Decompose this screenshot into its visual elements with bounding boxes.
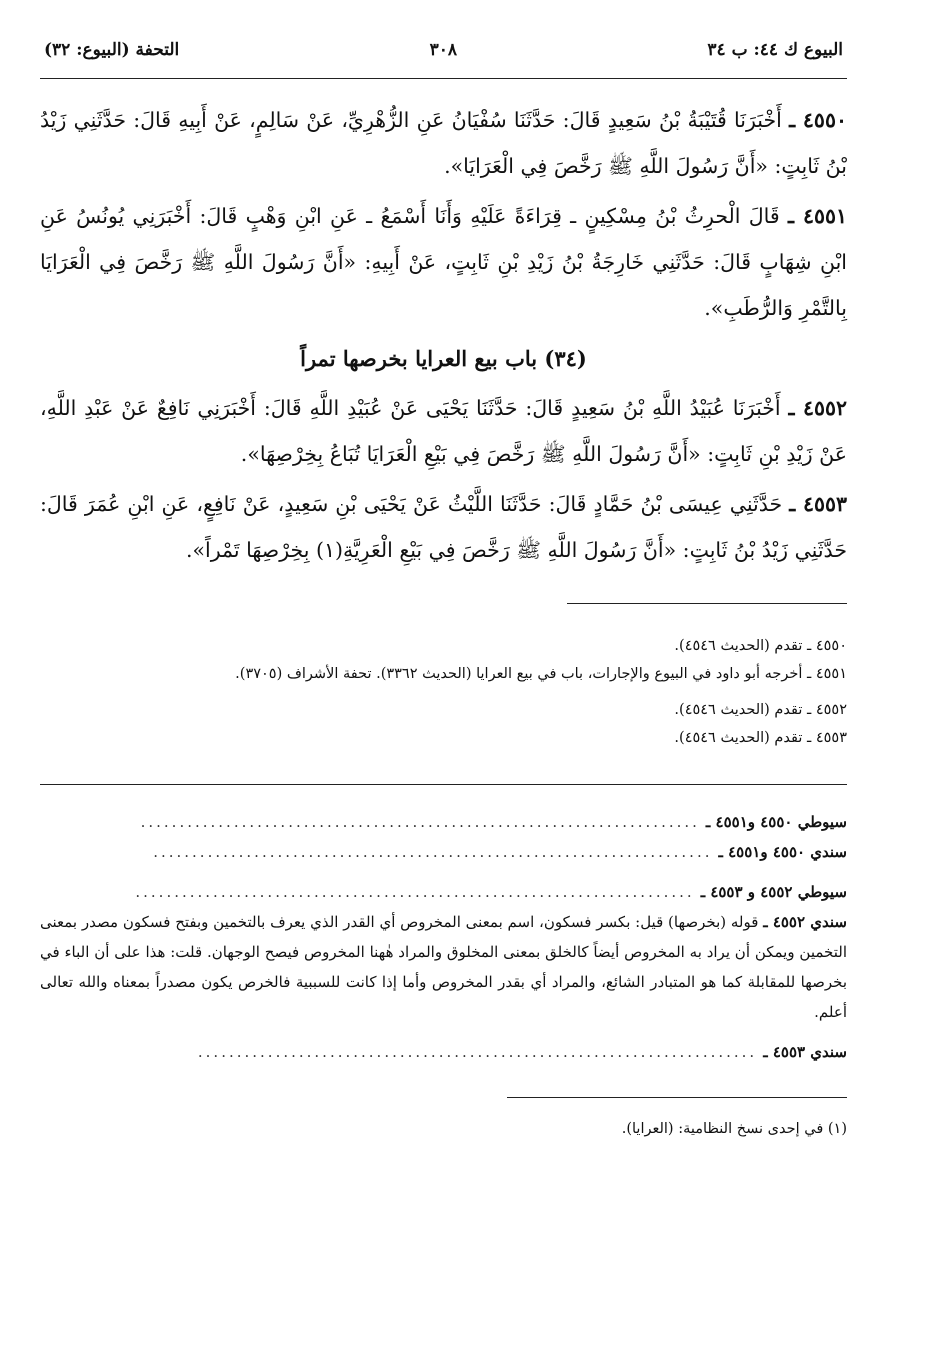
hadith-number: ٤٥٥١ ـ (788, 204, 847, 228)
chapter-title: (٣٤) باب بيع العرايا بخرصها تمراً (300, 346, 587, 371)
takhrij-item (40, 696, 847, 724)
dot-leader: ........................................................................ (197, 1043, 758, 1061)
commentary-section (40, 807, 847, 1067)
takhrij-item (40, 660, 847, 688)
header-divider (40, 78, 847, 79)
takhrij-text: أخرجه أبو داود في البيوع والإجارات، باب في بيع العرايا (الحديث ٣٣٦٢). تحفة الأشراف (٣٧٠٥). (235, 666, 803, 682)
commentary-suyuti-4552 (40, 877, 847, 907)
tuhfa-reference: التحفة (البيوع: ٣٢) (44, 40, 180, 60)
commentary-sindi-4550 (40, 837, 847, 867)
commentary-sindi-4552 (40, 907, 847, 1027)
takhrij-notes (40, 632, 847, 752)
commentary-text: قوله (بخرصها) قيل: بكسر فسكون، اسم بمعنى المخروص أي القدر الذي يعرف بالتخمين وبفتح فسكون مصدر بمعنى التخمين ويمكن أن يراد به المخروص أيضاً كالخلق بمعنى المخلوق والمراد هٰهنا المخروص فيصح الوجهان. قلت: هذا على أن الباء في بخرصها للمقابلة كما هو المتبادر الشائع، والمراد أي بقدر المخروص وأما إذا كانت للسببية فالخرص يكون مصدراً بمعناه والله تعالى أعلم. (40, 913, 847, 1021)
commentary-suyuti-4550 (40, 807, 847, 837)
takhrij-number: ٤٥٥٠ ـ (806, 638, 847, 654)
hadith-text: قَالَ الْحرِثُ بْنُ مِسْكِينٍ ـ قِرَاءَةً عَلَيْهِ وَأَنَا أَسْمَعُ ـ عَنِ ابْنِ وَهْبٍ قَالَ: أَخْبَرَنِي يُونُسُ عَنِ ابْنِ شِهَابٍ قَالَ: حَدَّثَنِي خَارِجَةُ بْنُ زَيْدِ بْنِ ثَابِتٍ، عَنْ أَبِيهِ: «أَنَّ رَسُولَ اللَّهِ ﷺ رَخَّصَ فِي الْعَرَايَا بِالتَّمْرِ وَالرُّطَبِ». (40, 204, 847, 320)
commentary-label: سندي ٤٥٥٠ و٤٥٥١ ـ (718, 843, 847, 861)
dot-leader: ........................................................................ (135, 883, 695, 901)
hadith-4552 (40, 385, 847, 477)
hadith-number: ٤٥٥٣ ـ (789, 492, 847, 516)
footnote-divider (507, 1097, 847, 1098)
takhrij-divider (567, 603, 847, 604)
hadith-text: أَخْبَرَنَا قُتَيْبَةُ بْنُ سَعِيدٍ قَالَ: حَدَّثَنَا سُفْيَانُ عَنِ الزُّهْرِيِّ، عَنْ سَالِمٍ، عَنْ أَبِيهِ قَالَ: حَدَّثَنِي زَيْدُ بْنُ ثَابِتٍ: «أَنَّ رَسُولَ اللَّهِ ﷺ رَخَّصَ فِي الْعَرَايَا». (40, 108, 847, 178)
commentary-label: سيوطي ٤٥٥٠ و٤٥٥١ ـ (705, 813, 847, 831)
page-header (40, 40, 847, 72)
hadith-text: أَخْبَرَنَا عُبَيْدُ اللَّهِ بْنُ سَعِيدٍ قَالَ: حَدَّثَنَا يَحْيَى عَنْ عُبَيْدِ اللَّهِ قَالَ: أَخْبَرَنِي نَافِعٌ عَنْ عَبْدِ اللَّهِ، عَنْ زَيْدِ بْنِ ثَابِتٍ: «أَنَّ رَسُولَ اللَّهِ ﷺ رَخَّصَ فِي بَيْعِ الْعَرَايَا تُبَاعُ بِخِرْصِهَا». (40, 396, 847, 466)
takhrij-item (40, 724, 847, 752)
commentary-label: سيوطي ٤٥٥٢ و ٤٥٥٣ ـ (700, 883, 847, 901)
commentary-sindi-4553 (40, 1037, 847, 1067)
hadith-4550 (40, 97, 847, 189)
dot-leader: ........................................................................ (153, 843, 713, 861)
takhrij-text: تقدم (الحديث ٤٥٤٦). (674, 638, 803, 654)
takhrij-text: تقدم (الحديث ٤٥٤٦). (674, 702, 803, 718)
hadith-text: حَدَّثَنِي عِيسَى بْنُ حَمَّادٍ قَالَ: حَدَّثَنَا اللَّيْثُ عَنْ يَحْيَى بْنِ سَعِيدٍ، عَنْ نَافِعٍ، عَنِ ابْنِ عُمَرَ قَالَ: حَدَّثَنِي زَيْدُ بْنُ ثَابِتٍ: «أَنَّ رَسُولَ اللَّهِ ﷺ رَخَّصَ فِي بَيْعِ الْعَرِيَّةِ(١) بِخِرْصِهَا تَمْراً». (40, 492, 847, 562)
hadith-number: ٤٥٥٢ ـ (788, 396, 847, 420)
hadith-number: ٤٥٥٠ ـ (789, 108, 847, 132)
page-number: ٣٠٨ (429, 40, 458, 60)
dot-leader: ........................................................................ (140, 813, 700, 831)
takhrij-number: ٤٥٥٣ ـ (806, 730, 847, 746)
commentary-label: سندي ٤٥٥٢ ـ (763, 913, 847, 931)
takhrij-text: تقدم (الحديث ٤٥٤٦). (674, 730, 803, 746)
hadith-4551 (40, 193, 847, 331)
takhrij-item (40, 632, 847, 660)
footnote: (١) في إحدى نسخ النظامية: (العرايا). (621, 1121, 847, 1137)
book-reference: البيوع ك ٤٤: ب ٣٤ (707, 40, 843, 60)
commentary-label: سندي ٤٥٥٣ ـ (763, 1043, 847, 1061)
takhrij-number: ٤٥٥٢ ـ (806, 702, 847, 718)
takhrij-number: ٤٥٥١ ـ (806, 666, 847, 682)
sharh-divider (40, 784, 847, 785)
hadith-4553 (40, 481, 847, 573)
